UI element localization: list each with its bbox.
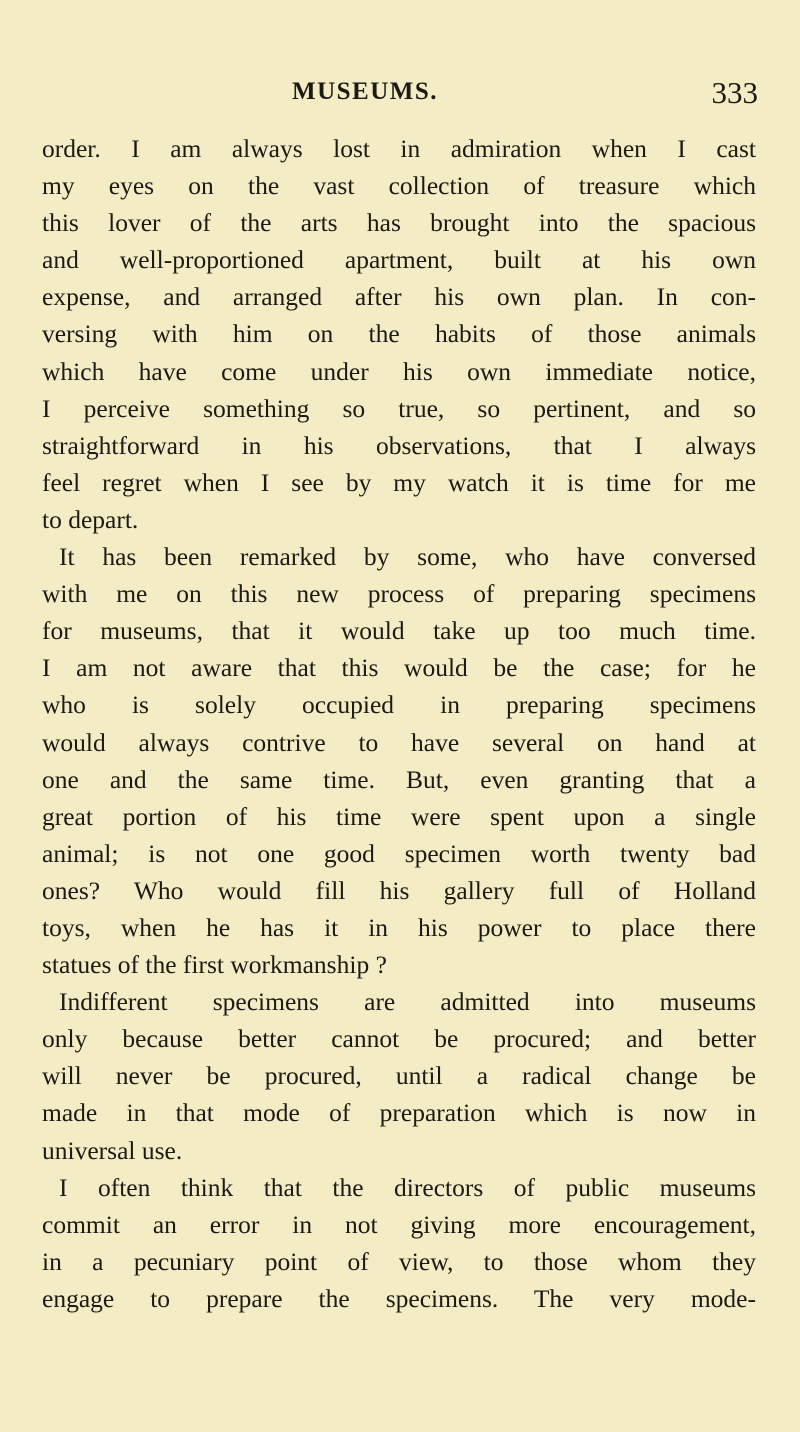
text-line: toys, when he has it in his power to place there xyxy=(42,912,756,942)
text-line: my eyes on the vast collection of treasure which xyxy=(42,171,756,201)
text-line: with me on this new process of preparing specimens xyxy=(42,579,756,609)
text-line: I perceive something so true, so pertinent, and so xyxy=(42,393,756,423)
text-line: feel regret when I see by my watch it is time for me xyxy=(42,467,756,497)
text-line: Indifferent specimens are admitted into museums xyxy=(59,987,756,1017)
text-line: to depart. xyxy=(42,504,139,534)
body-text xyxy=(42,130,756,1317)
text-line: great portion of his time were spent upon a single xyxy=(42,801,756,831)
text-line: universal use. xyxy=(42,1135,183,1165)
running-title: MUSEUMS. xyxy=(292,78,439,105)
text-line: only because better cannot be procured; and better xyxy=(42,1024,756,1054)
text-line: It has been remarked by some, who have conversed xyxy=(59,542,756,572)
text-line: order. I am always lost in admiration when I cast xyxy=(42,134,756,163)
text-line: engage to prepare the specimens. The very mode- xyxy=(42,1283,756,1313)
text-line: ones? Who would fill his gallery full of Holland xyxy=(42,875,756,905)
text-line: versing with him on the habits of those animals xyxy=(42,319,756,349)
text-line: who is solely occupied in preparing specimens xyxy=(42,690,756,720)
text-line: in a pecuniary point of view, to those whom they xyxy=(42,1246,756,1276)
text-line: made in that mode of preparation which is now in xyxy=(42,1098,756,1128)
text-line: will never be procured, until a radical change be xyxy=(42,1061,756,1091)
text-line: which have come under his own immediate notice, xyxy=(42,356,756,386)
page-number: 333 xyxy=(711,75,758,110)
text-line: this lover of the arts has brought into the spacious xyxy=(42,208,756,238)
text-line: I often think that the directors of public museums xyxy=(59,1172,756,1202)
text-line: expense, and arranged after his own plan. In con- xyxy=(42,282,756,312)
text-line: statues of the first workmanship ? xyxy=(42,950,387,980)
running-head xyxy=(0,75,800,112)
text-line: for museums, that it would take up too much time. xyxy=(42,616,756,646)
text-line: I am not aware that this would be the case; for he xyxy=(42,653,756,683)
text-line: would always contrive to have several on hand at xyxy=(42,727,756,757)
text-line: straightforward in his observations, that I always xyxy=(42,430,756,460)
text-line: one and the same time. But, even granting that a xyxy=(42,764,756,794)
text-line: commit an error in not giving more encouragement, xyxy=(42,1209,756,1239)
text-line: and well-proportioned apartment, built at his own xyxy=(42,245,756,275)
text-line: animal; is not one good specimen worth twenty bad xyxy=(42,838,756,868)
